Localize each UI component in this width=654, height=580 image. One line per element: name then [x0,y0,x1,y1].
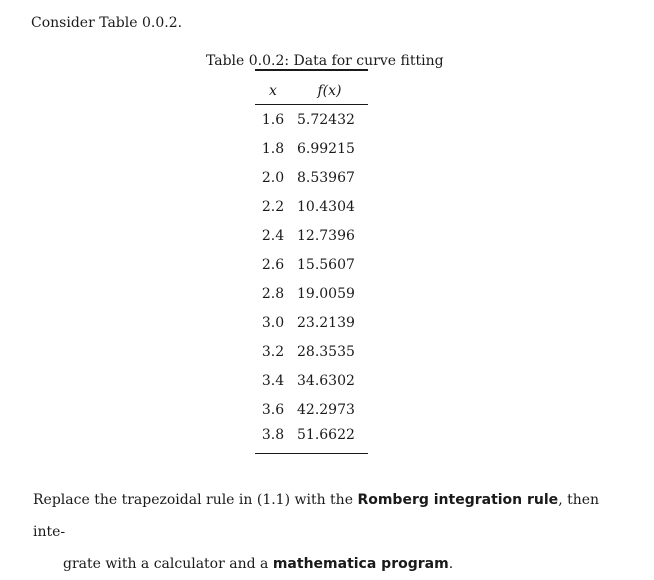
para-text-3: grate with a calculator and a [63,556,273,572]
cell-x: 3.8 [255,424,291,454]
cell-x: 2.4 [261,227,285,244]
table-row [255,134,368,163]
table-row [255,308,368,337]
table-header-row [255,78,368,105]
cell-fx: 19.0059 [297,285,355,302]
cell-fx: 12.7396 [297,227,355,244]
cell-x: 2.8 [261,285,285,302]
cell-fx: 28.3535 [297,343,355,360]
header-x: x [255,78,291,105]
mathematica-term: mathematica program [272,556,449,572]
cell-x: 1.6 [261,111,285,128]
intro-text: Consider Table 0.0.2. [31,15,183,31]
cell-fx: 23.2139 [297,314,355,331]
table-row [255,221,368,250]
cell-fx: 6.99215 [297,140,355,157]
table-row [255,105,368,135]
cell-fx: 10.4304 [297,198,355,215]
cell-x: 3.4 [261,372,285,389]
cell-x: 1.8 [261,140,285,157]
table-row [255,424,368,454]
cell-fx: 34.6302 [297,372,355,389]
para-text-2: , then inte- [33,492,600,540]
header-fx: f(x) [291,78,368,105]
cell-fx: 8.53967 [297,169,355,186]
table-row [255,395,368,424]
cell-x: 3.6 [261,401,285,418]
para-text-4: . [448,556,454,572]
table-row [255,163,368,192]
para-line-2 [33,548,623,580]
cell-fx: 15.5607 [297,256,355,273]
romberg-term: Romberg integration rule [357,492,559,508]
cell-x: 2.0 [261,169,285,186]
para-text-1: Replace the trapezoidal rule in (1.1) with the [33,492,358,508]
cell-fx: 51.6622 [291,424,368,454]
table-caption: Table 0.0.2: Data for curve fitting [206,53,444,69]
table-row [255,366,368,395]
cell-fx: 5.72432 [297,111,355,128]
table-row [255,279,368,308]
table-row [255,250,368,279]
table-row [255,192,368,221]
cell-fx: 42.2973 [297,401,355,418]
table-row [255,337,368,366]
cell-x: 2.6 [261,256,285,273]
cell-x: 3.0 [261,314,285,331]
data-table [255,78,368,454]
caption-rule [255,69,368,71]
cell-x: 3.2 [261,343,285,360]
cell-x: 2.2 [261,198,285,215]
instruction-paragraph [33,484,623,580]
